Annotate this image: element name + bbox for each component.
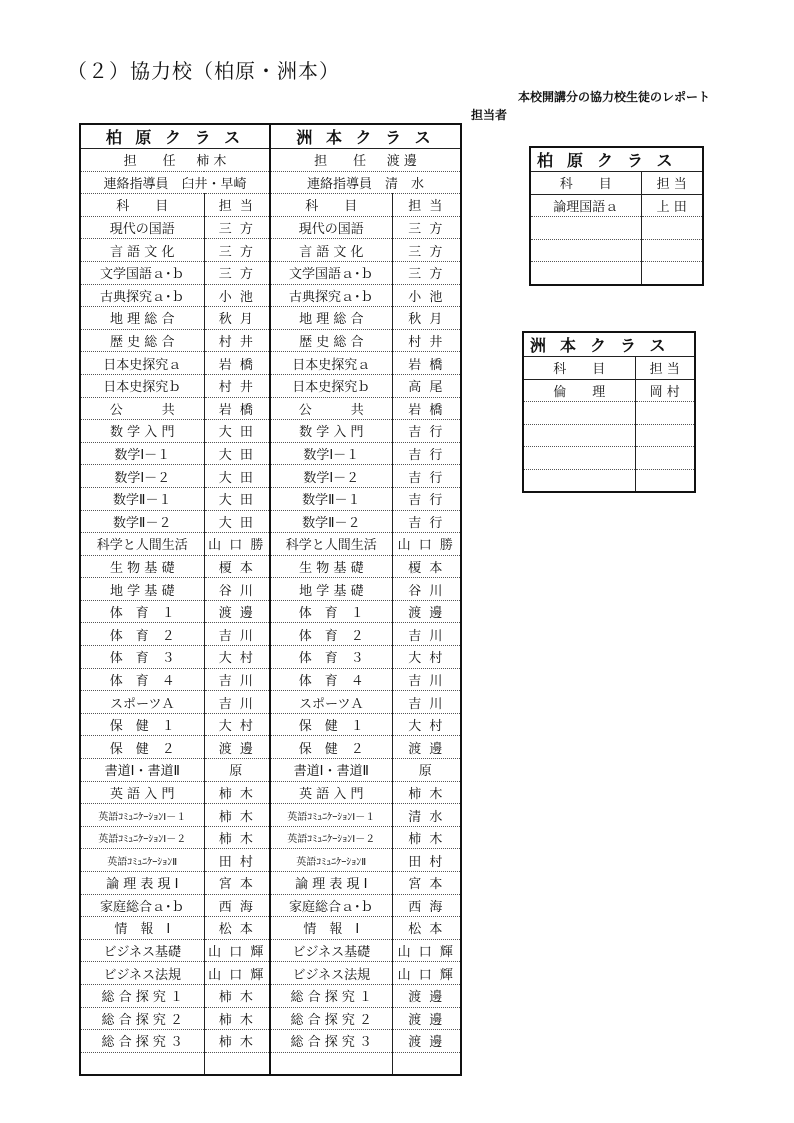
kashiwara-teacher: 柿 木 — [204, 1030, 270, 1053]
liaison-row — [80, 171, 461, 194]
kashiwara-subject: 英語ｺﾐｭﾆｹｰｼｮﾝⅠ－１ — [80, 804, 204, 827]
sumoto-teacher: 渡 邊 — [392, 736, 461, 759]
kashiwara-subject: 古典探究ａ･ｂ — [80, 284, 204, 307]
table-row — [80, 804, 461, 827]
sumoto-subject: 総 合 探 究 ２ — [270, 1007, 392, 1030]
table-row — [80, 1030, 461, 1053]
sumoto-teacher: 高 尾 — [392, 374, 461, 397]
kashiwara-teacher: 山 口 輝 — [204, 962, 270, 985]
table-row — [80, 939, 461, 962]
table-row — [80, 736, 461, 759]
teacher-column-label: 担 当 — [392, 194, 461, 217]
kashiwara-teacher: 吉 川 — [204, 623, 270, 646]
kashiwara-teacher: 柿 木 — [204, 781, 270, 804]
kashiwara-teacher: 吉 川 — [204, 668, 270, 691]
table-row — [80, 329, 461, 352]
sumoto-report-box — [522, 331, 696, 493]
sumoto-subject: 地 理 総 合 — [270, 307, 392, 330]
sumoto-subject: 体 育 ３ — [270, 646, 392, 669]
kashiwara-subject: ビジネス法規 — [80, 962, 204, 985]
sumoto-teacher: 秋 月 — [392, 307, 461, 330]
kashiwara-teacher: 秋 月 — [204, 307, 270, 330]
box-teacher — [635, 402, 695, 425]
kashiwara-subject: 保 健 ２ — [80, 736, 204, 759]
table-row — [80, 826, 461, 849]
sumoto-teacher: 山 口 輝 — [392, 939, 461, 962]
table-row — [80, 465, 461, 488]
table-row — [80, 759, 461, 782]
kashiwara-teacher: 三 方 — [204, 216, 270, 239]
kashiwara-subject: 論 理 表 現 Ⅰ — [80, 872, 204, 895]
table-row — [80, 352, 461, 375]
sumoto-teacher: 吉 行 — [392, 487, 461, 510]
sumoto-subject: 生 物 基 礎 — [270, 555, 392, 578]
sumoto-subject: 書道Ⅰ・書道Ⅱ — [270, 759, 392, 782]
kashiwara-teacher: 松 本 — [204, 917, 270, 940]
sumoto-teacher: 谷 川 — [392, 578, 461, 601]
kashiwara-teacher: 西 海 — [204, 894, 270, 917]
kashiwara-subject: 保 健 １ — [80, 713, 204, 736]
kashiwara-subject: 数学Ⅰ－２ — [80, 465, 204, 488]
table-row — [80, 713, 461, 736]
sumoto-teacher: 吉 行 — [392, 442, 461, 465]
box-row — [523, 402, 695, 425]
sumoto-subject: 体 育 ４ — [270, 668, 392, 691]
sumoto-subject: ビジネス法規 — [270, 962, 392, 985]
subject-column-label: 科 目 — [80, 194, 204, 217]
box-subject — [530, 239, 641, 262]
sumoto-teacher: 吉 行 — [392, 465, 461, 488]
sumoto-subject: 英 語 入 門 — [270, 781, 392, 804]
kashiwara-subject: 英語ｺﾐｭﾆｹｰｼｮﾝⅠ－２ — [80, 826, 204, 849]
kashiwara-subject: 生 物 基 礎 — [80, 555, 204, 578]
kashiwara-subject: 日本史探究ｂ — [80, 374, 204, 397]
table-row — [80, 216, 461, 239]
sumoto-subject: 歴 史 総 合 — [270, 329, 392, 352]
sumoto-subject: 数学Ⅰ－２ — [270, 465, 392, 488]
table-row — [80, 691, 461, 714]
kashiwara-teacher: 柿 木 — [204, 984, 270, 1007]
kashiwara-teacher: 村 井 — [204, 329, 270, 352]
kashiwara-subject: 家庭総合ａ･ｂ — [80, 894, 204, 917]
box-teacher-label: 担 当 — [635, 357, 695, 380]
sumoto-subject — [270, 1052, 392, 1075]
box-row — [530, 194, 703, 217]
table-row — [80, 397, 461, 420]
kashiwara-teacher: 渡 邊 — [204, 600, 270, 623]
sumoto-teacher: 吉 行 — [392, 420, 461, 443]
kashiwara-subject: 英語ｺﾐｭﾆｹｰｼｮﾝⅡ — [80, 849, 204, 872]
table-row — [80, 849, 461, 872]
kashiwara-teacher: 榎 本 — [204, 555, 270, 578]
kashiwara-teacher: 大 田 — [204, 487, 270, 510]
sumoto-teacher: 山 口 勝 — [392, 533, 461, 556]
sumoto-subject: 地 学 基 礎 — [270, 578, 392, 601]
sumoto-teacher: 岩 橋 — [392, 352, 461, 375]
kashiwara-teacher: 小 池 — [204, 284, 270, 307]
table-row — [80, 533, 461, 556]
kashiwara-subject: 言 語 文 化 — [80, 239, 204, 262]
sumoto-subject: 文学国語ａ･ｂ — [270, 261, 392, 284]
table-row — [80, 984, 461, 1007]
sumoto-subject: 日本史探究ａ — [270, 352, 392, 375]
sumoto-homeroom-teacher: 渡 邊 — [386, 154, 417, 170]
table-row — [80, 420, 461, 443]
kashiwara-teacher: 山 口 勝 — [204, 533, 270, 556]
kashiwara-teacher: 柿 木 — [204, 1007, 270, 1030]
report-note-line1: 本校開講分の協力校生徒のレポート — [518, 90, 711, 104]
sumoto-teacher: 三 方 — [392, 261, 461, 284]
kashiwara-teacher: 大 田 — [204, 442, 270, 465]
table-row — [80, 284, 461, 307]
box-subject — [523, 402, 635, 425]
kashiwara-teacher: 柿 木 — [204, 804, 270, 827]
kashiwara-subject: 数学Ⅰ－１ — [80, 442, 204, 465]
kashiwara-subject: 現代の国語 — [80, 216, 204, 239]
table-row — [80, 781, 461, 804]
sumoto-teacher: 大 村 — [392, 646, 461, 669]
kashiwara-homeroom-teacher: 柿 木 — [196, 154, 227, 170]
kashiwara-subject: 数学Ⅱ－２ — [80, 510, 204, 533]
table-row — [80, 261, 461, 284]
box-subject-label: 科 目 — [530, 172, 641, 195]
table-row — [80, 872, 461, 895]
sumoto-subject: 論 理 表 現 Ⅰ — [270, 872, 392, 895]
kashiwara-teacher: 田 村 — [204, 849, 270, 872]
box-subject: 倫 理 — [523, 379, 635, 402]
sumoto-subject: 公 共 — [270, 397, 392, 420]
kashiwara-teacher: 岩 橋 — [204, 397, 270, 420]
sumoto-subject: 保 健 １ — [270, 713, 392, 736]
sumoto-teacher: 大 村 — [392, 713, 461, 736]
box-subject: 論理国語ａ — [530, 194, 641, 217]
sumoto-subject: スポーツＡ — [270, 691, 392, 714]
table-header-row — [80, 124, 461, 149]
sumoto-subject: ビジネス基礎 — [270, 939, 392, 962]
kashiwara-teacher: 大 村 — [204, 713, 270, 736]
kashiwara-teacher — [204, 1052, 270, 1075]
report-note-line2: 担当者 — [471, 108, 508, 122]
box-row — [530, 262, 703, 285]
kashiwara-box-title: 柏原クラス — [530, 147, 703, 172]
table-row — [80, 1007, 461, 1030]
sumoto-teacher — [392, 1052, 461, 1075]
box-row — [523, 447, 695, 470]
box-teacher — [641, 239, 703, 262]
sumoto-teacher: 原 — [392, 759, 461, 782]
kashiwara-teacher: 大 田 — [204, 465, 270, 488]
sumoto-subject: 英語ｺﾐｭﾆｹｰｼｮﾝⅡ — [270, 849, 392, 872]
sumoto-subject: 日本史探究ｂ — [270, 374, 392, 397]
kashiwara-subject: 数 学 入 門 — [80, 420, 204, 443]
kashiwara-teacher: 山 口 輝 — [204, 939, 270, 962]
sumoto-subject: 保 健 ２ — [270, 736, 392, 759]
homeroom-label: 担 任 — [314, 154, 367, 170]
sumoto-subject: 科学と人間生活 — [270, 533, 392, 556]
sumoto-teacher: 吉 川 — [392, 668, 461, 691]
homeroom-row — [80, 149, 461, 172]
kashiwara-subject: 日本史探究ａ — [80, 352, 204, 375]
kashiwara-subject: スポーツＡ — [80, 691, 204, 714]
kashiwara-subject: ビジネス基礎 — [80, 939, 204, 962]
kashiwara-teacher: 三 方 — [204, 239, 270, 262]
box-subject-label: 科 目 — [523, 357, 635, 380]
sumoto-box-title: 洲本クラス — [523, 332, 695, 357]
sumoto-subject: 体 育 ２ — [270, 623, 392, 646]
sumoto-teacher: 田 村 — [392, 849, 461, 872]
kashiwara-teacher: 大 田 — [204, 420, 270, 443]
kashiwara-subject: 総 合 探 究 １ — [80, 984, 204, 1007]
table-row — [80, 894, 461, 917]
box-subject — [523, 424, 635, 447]
sumoto-subject: 現代の国語 — [270, 216, 392, 239]
kashiwara-teacher: 柿 木 — [204, 826, 270, 849]
sumoto-subject: 数 学 入 門 — [270, 420, 392, 443]
sumoto-teacher: 岩 橋 — [392, 397, 461, 420]
sumoto-teacher: 渡 邊 — [392, 984, 461, 1007]
column-label-row — [80, 194, 461, 217]
kashiwara-subject: 体 育 １ — [80, 600, 204, 623]
sumoto-subject: 古典探究ａ･ｂ — [270, 284, 392, 307]
sumoto-teacher: 吉 川 — [392, 691, 461, 714]
table-row — [80, 962, 461, 985]
sumoto-subject: 総 合 探 究 １ — [270, 984, 392, 1007]
box-teacher: 上 田 — [641, 194, 703, 217]
homeroom-label: 担 任 — [123, 154, 176, 170]
kashiwara-subject: 書道Ⅰ・書道Ⅱ — [80, 759, 204, 782]
kashiwara-subject: 英 語 入 門 — [80, 781, 204, 804]
sumoto-subject: 英語ｺﾐｭﾆｹｰｼｮﾝⅠ－１ — [270, 804, 392, 827]
table-row — [80, 578, 461, 601]
sumoto-teacher: 吉 行 — [392, 510, 461, 533]
kashiwara-teacher: 大 田 — [204, 510, 270, 533]
table-row — [80, 668, 461, 691]
table-row — [80, 917, 461, 940]
box-teacher — [641, 262, 703, 285]
kashiwara-subject: 体 育 ４ — [80, 668, 204, 691]
sumoto-teacher: 西 海 — [392, 894, 461, 917]
sumoto-teacher: 渡 邊 — [392, 1007, 461, 1030]
sumoto-teacher: 柿 木 — [392, 826, 461, 849]
kashiwara-teacher: 三 方 — [204, 261, 270, 284]
table-row — [80, 555, 461, 578]
kashiwara-subject: 地 学 基 礎 — [80, 578, 204, 601]
table-row — [80, 239, 461, 262]
box-teacher — [635, 424, 695, 447]
sumoto-teacher: 渡 邊 — [392, 1030, 461, 1053]
kashiwara-subject: 歴 史 総 合 — [80, 329, 204, 352]
sumoto-subject: 情 報 Ⅰ — [270, 917, 392, 940]
box-subject — [530, 217, 641, 240]
sumoto-teacher: 柿 木 — [392, 781, 461, 804]
box-teacher — [635, 469, 695, 492]
table-row — [80, 600, 461, 623]
table-row — [80, 307, 461, 330]
kashiwara-subject: 体 育 ３ — [80, 646, 204, 669]
kashiwara-teacher: 大 村 — [204, 646, 270, 669]
kashiwara-teacher: 村 井 — [204, 374, 270, 397]
sumoto-subject: 総 合 探 究 ３ — [270, 1030, 392, 1053]
kashiwara-subject: 科学と人間生活 — [80, 533, 204, 556]
kashiwara-teacher: 岩 橋 — [204, 352, 270, 375]
sumoto-teacher: 清 水 — [392, 804, 461, 827]
box-subject — [523, 447, 635, 470]
sumoto-teacher: 吉 川 — [392, 623, 461, 646]
sumoto-teacher: 小 池 — [392, 284, 461, 307]
sumoto-subject: 体 育 １ — [270, 600, 392, 623]
sumoto-class-header: 洲 本 ク ラ ス — [270, 124, 461, 149]
assignment-table — [79, 123, 462, 1076]
teacher-column-label: 担 当 — [204, 194, 270, 217]
sumoto-subject: 言 語 文 化 — [270, 239, 392, 262]
table-row — [80, 510, 461, 533]
page-heading: （２）協力校（柏原・洲本） — [67, 59, 340, 83]
kashiwara-subject: 総 合 探 究 ２ — [80, 1007, 204, 1030]
sumoto-subject: 数学Ⅰ－１ — [270, 442, 392, 465]
box-subject — [530, 262, 641, 285]
sumoto-subject: 英語ｺﾐｭﾆｹｰｼｮﾝⅠ－２ — [270, 826, 392, 849]
table-row — [80, 646, 461, 669]
sumoto-teacher: 村 井 — [392, 329, 461, 352]
kashiwara-subject: 地 理 総 合 — [80, 307, 204, 330]
box-teacher-label: 担 当 — [641, 172, 703, 195]
sumoto-teacher: 山 口 輝 — [392, 962, 461, 985]
box-row — [523, 424, 695, 447]
sumoto-subject: 数学Ⅱ－１ — [270, 487, 392, 510]
kashiwara-teacher: 原 — [204, 759, 270, 782]
kashiwara-liaison: 連絡指導員 臼井・早崎 — [80, 171, 270, 194]
box-subject — [523, 469, 635, 492]
kashiwara-subject: 情 報 Ⅰ — [80, 917, 204, 940]
kashiwara-report-box — [529, 146, 704, 286]
sumoto-teacher: 三 方 — [392, 239, 461, 262]
box-row — [523, 379, 695, 402]
table-row — [80, 1052, 461, 1075]
box-row — [530, 217, 703, 240]
kashiwara-subject: 数学Ⅱ－１ — [80, 487, 204, 510]
kashiwara-teacher: 吉 川 — [204, 691, 270, 714]
sumoto-teacher: 宮 本 — [392, 872, 461, 895]
kashiwara-teacher: 谷 川 — [204, 578, 270, 601]
kashiwara-subject: 総 合 探 究 ３ — [80, 1030, 204, 1053]
box-teacher — [635, 447, 695, 470]
box-teacher: 岡 村 — [635, 379, 695, 402]
box-row — [523, 469, 695, 492]
box-row — [530, 239, 703, 262]
kashiwara-subject: 文学国語ａ･ｂ — [80, 261, 204, 284]
subject-column-label: 科 目 — [270, 194, 392, 217]
table-row — [80, 374, 461, 397]
sumoto-teacher: 三 方 — [392, 216, 461, 239]
kashiwara-teacher: 渡 邊 — [204, 736, 270, 759]
kashiwara-class-header: 柏 原 ク ラ ス — [80, 124, 270, 149]
sumoto-subject: 数学Ⅱ－２ — [270, 510, 392, 533]
kashiwara-subject — [80, 1052, 204, 1075]
sumoto-teacher: 榎 本 — [392, 555, 461, 578]
kashiwara-subject: 公 共 — [80, 397, 204, 420]
table-row — [80, 487, 461, 510]
kashiwara-subject: 体 育 ２ — [80, 623, 204, 646]
kashiwara-teacher: 宮 本 — [204, 872, 270, 895]
sumoto-teacher: 松 本 — [392, 917, 461, 940]
sumoto-teacher: 渡 邊 — [392, 600, 461, 623]
sumoto-liaison: 連絡指導員 清 水 — [270, 171, 461, 194]
table-row — [80, 623, 461, 646]
box-teacher — [641, 217, 703, 240]
sumoto-subject: 家庭総合ａ･ｂ — [270, 894, 392, 917]
table-row — [80, 442, 461, 465]
